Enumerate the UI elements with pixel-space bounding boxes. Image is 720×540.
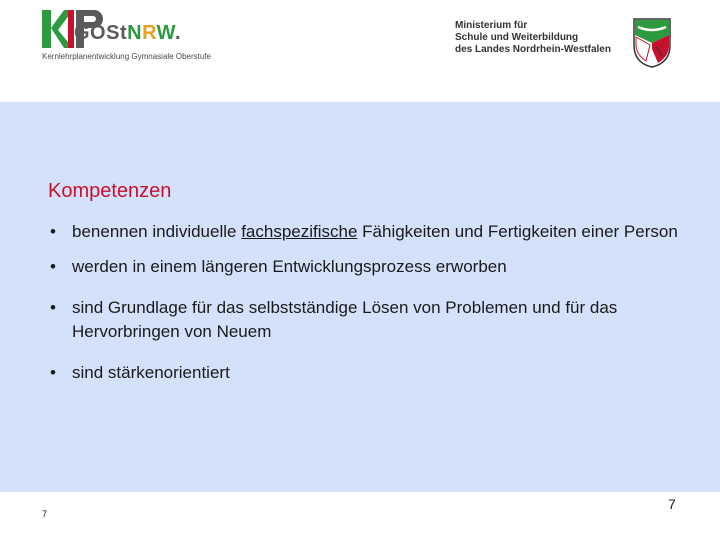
bullet-item: [48, 255, 688, 279]
logo-subtitle: Kernlehrplanentwicklung Gymnasiale Oberstufe: [42, 52, 211, 61]
ministry-line-3: des Landes Nordrhein-Westfalen: [455, 44, 611, 55]
bullet-glyph: •: [50, 257, 56, 276]
page-number: 7: [668, 496, 676, 512]
ministry-line-1: Ministerium für: [455, 20, 528, 31]
brand-dot: .: [174, 22, 182, 44]
bullet-text: sind Grundlage für das selbstständige Lösen von Problemen und für das Hervorbringen von Neuem: [72, 298, 618, 341]
bullet-list: [48, 220, 688, 385]
brand-n: N: [127, 22, 143, 44]
brand-prefix: GOSt: [74, 22, 128, 44]
bullet-text-part: benennen individuelle: [72, 222, 242, 241]
page-number-small: 7: [42, 509, 48, 519]
bullet-item: [48, 361, 688, 385]
brand-w: W: [156, 22, 175, 44]
bullet-underlined-term: fachspezifische: [241, 222, 358, 241]
bullet-text: sind stärkenorientiert: [72, 363, 230, 382]
slide-title: Kompetenzen: [48, 180, 172, 202]
bullet-item: [48, 296, 688, 344]
bullet-glyph: •: [50, 363, 56, 382]
ministry-name: [455, 20, 611, 56]
bullet-glyph: •: [50, 298, 56, 317]
ministry-line-2: Schule und Weiterbildung: [455, 32, 579, 43]
bullet-text-part: Fähigkeiten und Fertigkeiten einer Person: [357, 222, 678, 241]
kp-brand-text: [74, 22, 181, 45]
bullet-text: werden in einem längeren Entwicklungsprozess erworben: [72, 257, 507, 276]
nrw-coat-of-arms-icon: [632, 17, 672, 69]
bullet-glyph: •: [50, 222, 56, 241]
brand-r: R: [142, 22, 157, 44]
bullet-item: [48, 220, 688, 244]
slide-header: [0, 0, 720, 102]
